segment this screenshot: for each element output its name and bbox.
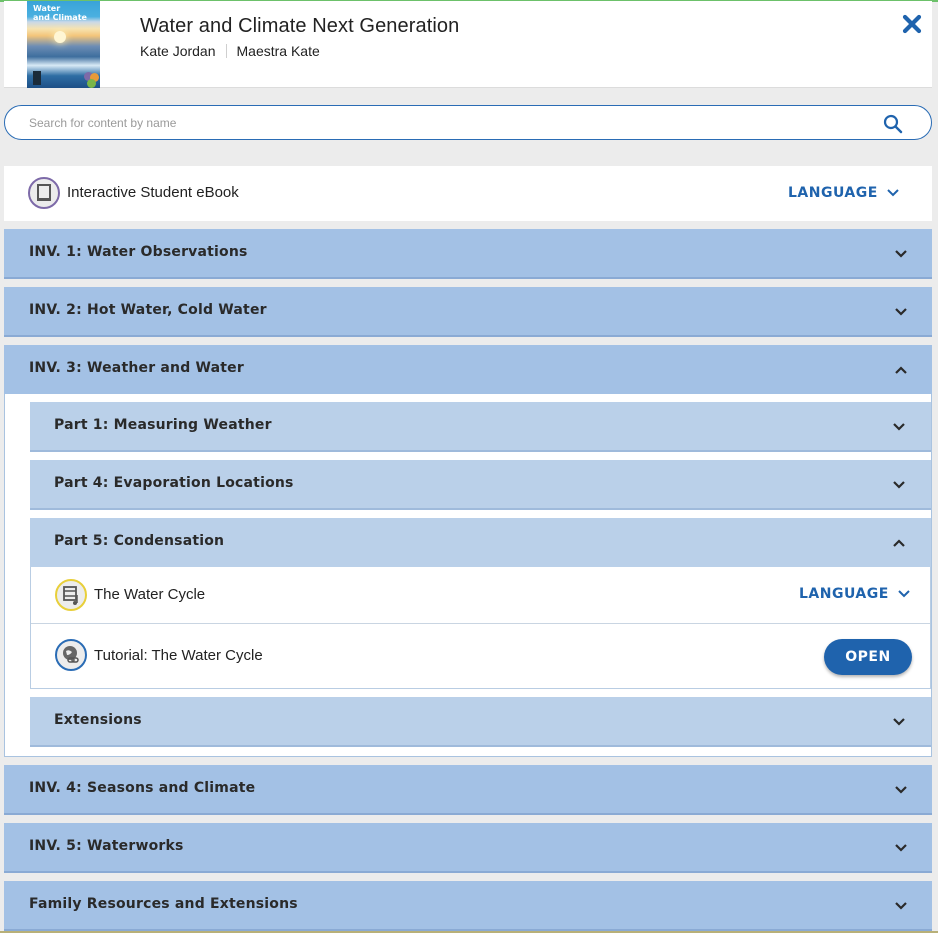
inv-3-content <box>4 394 932 757</box>
chevron-down-icon <box>894 901 908 911</box>
chevron-down-icon <box>894 843 908 853</box>
divider <box>226 44 227 58</box>
accordion-label: Family Resources and Extensions <box>29 896 298 912</box>
search-input[interactable] <box>29 114 849 132</box>
chevron-down-icon <box>898 590 910 598</box>
accordion-label: INV. 2: Hot Water, Cold Water <box>29 302 267 318</box>
resource-label: The Water Cycle <box>94 586 206 603</box>
resource-row[interactable] <box>31 624 930 688</box>
cover-title-line1: Water <box>33 4 61 13</box>
chevron-down-icon <box>894 785 908 795</box>
accordion-label: Part 4: Evaporation Locations <box>54 475 294 491</box>
accordion-part-5[interactable] <box>30 518 931 567</box>
language-dropdown[interactable] <box>788 185 899 201</box>
accordion-inv-3[interactable] <box>4 345 932 394</box>
accordion-label: Part 5: Condensation <box>54 533 225 549</box>
accordion-label: INV. 4: Seasons and Climate <box>29 780 256 796</box>
accordion-inv-5[interactable] <box>4 823 932 873</box>
page-title: Water and Climate Next Generation <box>140 15 460 37</box>
part-5-resources <box>30 567 931 689</box>
chevron-up-icon <box>894 365 908 375</box>
language-label: LANGUAGE <box>799 586 889 602</box>
cover-title-line2: and Climate <box>33 13 87 22</box>
accordion-part-1[interactable] <box>30 402 931 452</box>
accordion-label: Part 1: Measuring Weather <box>54 417 272 433</box>
close-icon <box>902 14 922 34</box>
cover-sun <box>54 31 66 43</box>
subtitle <box>140 43 320 59</box>
cover-badge-icon <box>87 79 96 88</box>
chevron-down-icon <box>887 189 899 197</box>
accordion-extensions[interactable] <box>30 697 931 747</box>
tablet-icon <box>28 177 60 209</box>
accordion-label: INV. 1: Water Observations <box>29 244 248 260</box>
language-dropdown[interactable] <box>799 586 910 602</box>
search-icon[interactable] <box>883 114 903 134</box>
accordion-inv-4[interactable] <box>4 765 932 815</box>
book-cover-image <box>27 1 100 88</box>
open-button[interactable]: OPEN <box>824 639 912 675</box>
accordion-label: INV. 5: Waterworks <box>29 838 184 854</box>
search-bar <box>4 105 932 140</box>
resource-label: Tutorial: The Water Cycle <box>94 647 263 664</box>
chevron-down-icon <box>892 422 906 432</box>
chevron-down-icon <box>892 480 906 490</box>
resource-row[interactable] <box>31 567 930 624</box>
video-music-icon <box>55 579 87 611</box>
cover-title <box>33 4 87 22</box>
accordion-inv-1[interactable] <box>4 229 932 279</box>
ebook-label: Interactive Student eBook <box>67 184 239 201</box>
class-name: Maestra Kate <box>236 43 320 59</box>
ebook-row[interactable] <box>4 166 932 221</box>
accordion-family-resources[interactable] <box>4 881 932 931</box>
language-label: LANGUAGE <box>788 185 878 201</box>
chevron-down-icon <box>894 249 908 259</box>
close-button[interactable] <box>902 14 922 34</box>
chevron-up-icon <box>892 538 906 548</box>
accordion-part-4[interactable] <box>30 460 931 510</box>
author-name: Kate Jordan <box>140 43 216 59</box>
cover-logo <box>33 71 41 85</box>
accordion-inv-2[interactable] <box>4 287 932 337</box>
chevron-down-icon <box>894 307 908 317</box>
web-link-icon <box>55 639 87 671</box>
accordion-label: INV. 3: Weather and Water <box>29 360 244 376</box>
header <box>4 1 932 88</box>
accordion-label: Extensions <box>54 712 142 728</box>
chevron-down-icon <box>892 717 906 727</box>
